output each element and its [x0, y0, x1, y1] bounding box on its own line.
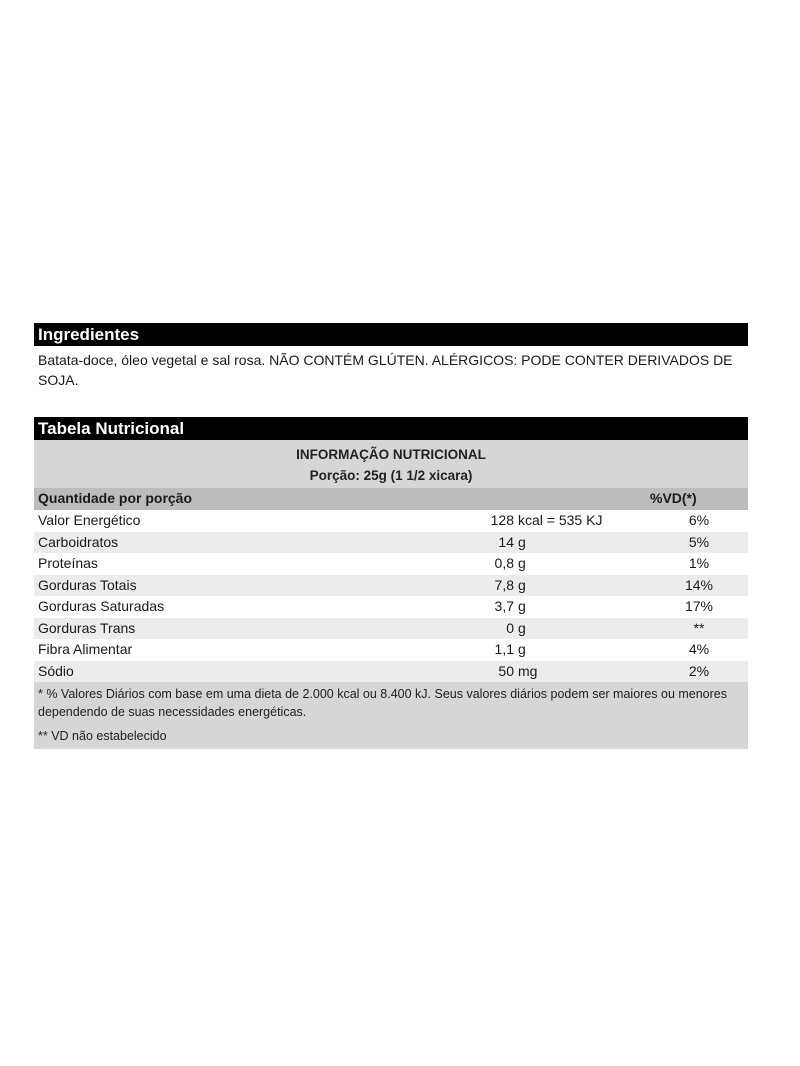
nutrient-name: Gorduras Totais	[38, 576, 137, 593]
nutrient-name: Valor Energético	[38, 512, 141, 528]
nutrient-amount: 50	[498, 662, 514, 679]
ingredients-text: Batata-doce, óleo vegetal e sal rosa. NÃO CONTÉM GLÚTEN. ALÉRGICOS: PODE CONTER DERIVADOS DE SOJA.	[38, 352, 733, 388]
nutrient-vd: 14%	[684, 576, 714, 593]
nutrition-column-header	[34, 488, 748, 510]
table-row	[34, 510, 748, 532]
nutrient-name: Gorduras Saturadas	[38, 598, 165, 614]
table-row	[34, 596, 748, 618]
quantity-header: Quantidade por porção	[38, 490, 193, 506]
nutrient-unit: mg	[518, 662, 538, 679]
nutrient-amount: 3,7	[494, 598, 514, 614]
nutrient-amount: 14	[498, 533, 514, 550]
nutrition-portion: Porção: 25g (1 1/2 xicara)	[309, 468, 473, 483]
nutrient-vd: 6%	[688, 512, 710, 528]
nutrition-table	[34, 417, 748, 749]
nutrient-vd: 5%	[688, 533, 710, 550]
nutrient-unit: g	[518, 619, 526, 636]
nutrient-vd: **	[693, 619, 705, 636]
nutrition-info-title: INFORMAÇÃO NUTRICIONAL	[296, 447, 486, 462]
table-row	[34, 639, 748, 661]
nutrient-name: Fibra Alimentar	[38, 641, 133, 657]
nutrient-vd: 17%	[684, 598, 714, 614]
table-row	[34, 575, 748, 597]
nutrient-vd: 4%	[688, 641, 710, 657]
table-row	[34, 553, 748, 575]
nutrient-vd: 1%	[688, 555, 710, 571]
nutrient-name: Sódio	[38, 662, 74, 679]
nutrient-amount: 1,1	[494, 641, 514, 657]
nutrient-amount: 0	[506, 619, 514, 636]
nutrition-info-header	[34, 440, 748, 488]
nutrient-unit: g	[518, 555, 526, 571]
nutrient-amount: 7,8	[494, 576, 514, 593]
nutrient-unit: g	[518, 641, 526, 657]
table-row	[34, 618, 748, 640]
nutrient-vd: 2%	[688, 662, 710, 679]
nutrient-unit: kcal = 535 KJ	[518, 512, 603, 528]
nutrition-rows	[34, 510, 748, 682]
table-row	[34, 532, 748, 554]
nutrient-amount: 128	[490, 512, 514, 528]
nutrition-title: Tabela Nutricional	[34, 417, 748, 440]
nutrient-amount: 0,8	[494, 555, 514, 571]
ingredients-title: Ingredientes	[34, 323, 748, 346]
footnote-daily-values: * % Valores Diários com base em uma dieta de 2.000 kcal ou 8.400 kJ. Seus valores diários podem ser maiores ou menores dependendo de suas necessidades energéticas.	[38, 687, 728, 719]
footnote-vd-not-established: ** VD não estabelecido	[38, 729, 167, 743]
nutrient-unit: g	[518, 598, 526, 614]
nutrient-name: Carboidratos	[38, 533, 119, 550]
nutrient-name: Proteínas	[38, 555, 98, 571]
nutrient-unit: g	[518, 533, 526, 550]
ingredients-section	[34, 323, 748, 390]
nutrient-unit: g	[518, 576, 526, 593]
nutrient-name: Gorduras Trans	[38, 619, 136, 636]
vd-header: %VD(*)	[650, 490, 697, 506]
table-row	[34, 661, 748, 683]
nutrition-footnotes	[34, 682, 748, 749]
